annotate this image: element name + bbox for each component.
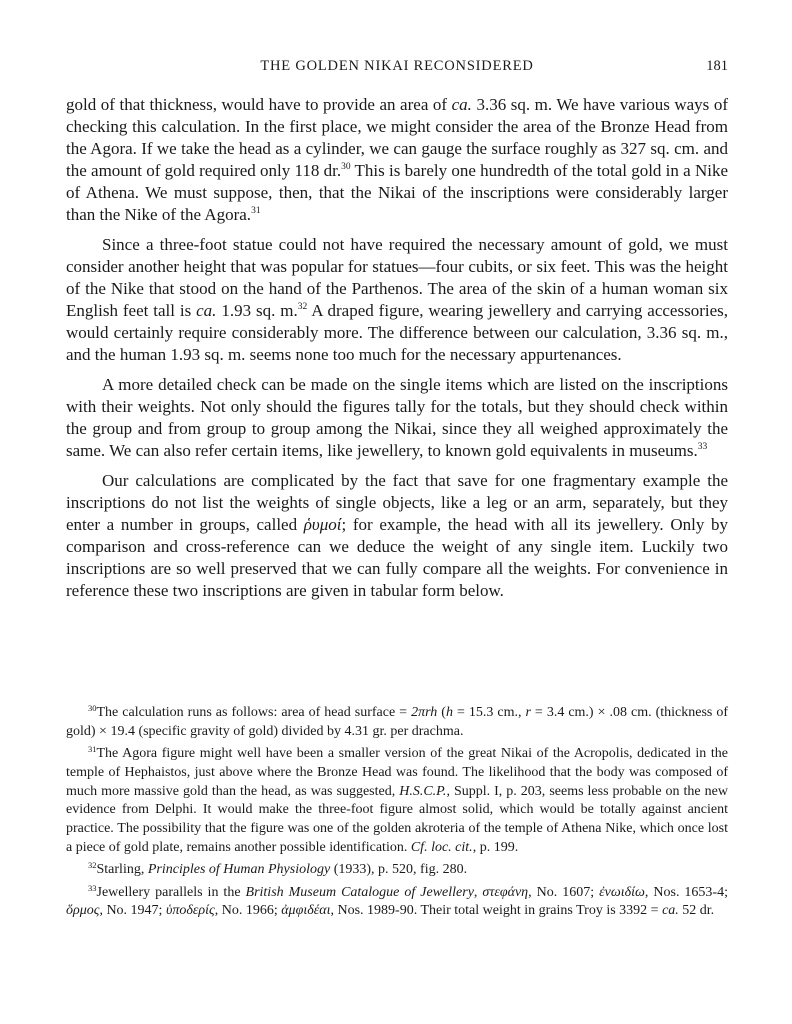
paragraph [66, 470, 728, 602]
book-title: Principles of Human Physiology [147, 862, 331, 878]
text-run: , No. 1607; [528, 884, 600, 900]
text-run: (1933), p. 520, fig. 280. [330, 862, 468, 878]
footnote-ref: 32 [297, 302, 308, 312]
paragraph [66, 234, 728, 366]
italic-text: ca. [451, 95, 472, 114]
text-run: 3.36 sq. m. We have various ways of checking this calculation. In the first place, we might consider the area of the Bronze Head from the Agora. If we take the head as a cylinder, we can gauge the surface roughly as 327 sq. cm. and the amount of gold required only 118 dr. [66, 95, 728, 180]
formula: 2πrh [411, 705, 438, 720]
footnote-31 [66, 745, 728, 858]
italic-text: ca. [196, 301, 217, 320]
italic-text: loc. cit. [431, 840, 473, 856]
text-run: Jewellery parallels in the [96, 884, 246, 900]
text-run: Since a three-foot statue could not have required the necessary amount of gold, we must consider another height that was popular for statues—four cubits, or six feet. This was the height of the Nike that stood on the hand of the Parthenos. The area of the skin of a human woman six English feet tall is [66, 235, 728, 320]
variable: h [445, 705, 453, 720]
book-title: British Museum Catalogue of Jewellery [245, 884, 474, 900]
text-run: gold of that thickness, would have to provide an area of [66, 95, 452, 114]
text-run: This is barely one hundredth of the total gold in a Nike of Athena. We must suppose, then, that the Nikai of the inscriptions were considerably larger than the Nike of the Agora. [66, 161, 728, 224]
journal-abbrev: H.S.C.P. [399, 783, 447, 799]
footnote-30 [66, 704, 728, 742]
text-run: ; for example, the head with all its jewellery. Only by comparison and cross-reference can we deduce the weight of any single item. Luckily two inscriptions are so well preserved that we can fully compare all the weights. For convenience in reference these two inscriptions are given in tabular form below. [66, 515, 728, 600]
footnotes [66, 704, 728, 925]
text-run: The calculation runs as follows: area of head surface = [96, 705, 412, 720]
paragraph [66, 94, 728, 226]
footnote-ref: 31 [251, 206, 261, 216]
footnote-32 [66, 861, 728, 880]
footnote-number: 32 [88, 860, 97, 871]
running-header [66, 58, 728, 80]
variable: r [525, 705, 531, 720]
greek-term: ὅρμος [66, 903, 100, 919]
text-run: 1.93 sq. m. [216, 301, 298, 320]
text-run: ( [437, 705, 446, 720]
text-run: A draped figure, wearing jewellery and carrying accessories, would certainly require considerably more. The difference between our calculation, 3.36 sq. m., and the human 1.93 sq. m. seems none too much for the necessary appurtenances. [66, 301, 728, 364]
footnote-number: 33 [88, 882, 97, 893]
text-run: , Suppl. I, p. 203, seems less probable on the new evidence from Delphi. It would make the three-foot figure almost solid, which would be totally against ancient practice. The possibility that the figure was one of the golden akroteria of the temple of Athena Nike, which once lost a piece of gold plate, remains another possible identification. [66, 783, 728, 856]
text-run: A more detailed check can be made on the single items which are listed on the inscriptions with their weights. Not only should the figures tally for the totals, but they should check within the group and from group to group among the Nikai, since they all weighed approximately the same. We can also refer certain items, like jewellery, to known gold equivalents in museums. [66, 375, 728, 460]
text-run: 52 dr. [678, 903, 715, 919]
page [66, 58, 728, 610]
text-run: , No. 1947; [99, 903, 166, 919]
greek-term: ῥυμοί [303, 515, 342, 534]
text-run: , No. 1966; [214, 903, 282, 919]
text-run: Starling, [96, 862, 148, 878]
footnote-number: 30 [88, 703, 97, 713]
footnote-ref: 33 [697, 442, 708, 452]
text-run: , p. 199. [472, 840, 519, 856]
text-run: Our calculations are complicated by the fact that save for one fragmentary example the inscriptions do not list the weights of single objects, like a leg or an arm, separately, but they enter a number in groups, called [66, 471, 728, 534]
text-run: = 3.4 cm.) × .08 cm. (thickness of gold) × 19.4 (specific gravity of gold) divided by 4.31 gr. per drachma. [66, 705, 729, 739]
body-text [66, 94, 728, 602]
running-title: THE GOLDEN NIKAI RECONSIDERED [260, 58, 534, 74]
footnote-ref: 30 [341, 162, 351, 172]
greek-term: ἀμφιδέαι [281, 903, 331, 919]
footnote-33 [66, 884, 728, 922]
page-number: 181 [706, 58, 728, 74]
text-run: , Nos. 1989-90. Their total weight in grains Troy is 3392 = [330, 903, 663, 919]
text-run: , Nos. 1653-4; [644, 884, 728, 900]
text-run: , [473, 884, 483, 900]
italic-text: ca. [662, 903, 679, 919]
greek-term: ἐνωιδίω [599, 884, 645, 900]
greek-term: ὑποδερίς [165, 903, 215, 919]
footnote-number: 31 [88, 744, 97, 755]
text-run: = 15.3 cm., [452, 705, 526, 720]
paragraph [66, 374, 728, 462]
italic-text: Cf. [410, 840, 428, 856]
greek-term: στεφάνη [482, 884, 529, 900]
text-run: The Agora figure might well have been a smaller version of the great Nikai of the Acropolis, dedicated in the temple of Hephaistos, just above where the Bronze Head was found. The likelihood that the body was composed of much more massive gold than the head, as was suggested, [66, 746, 728, 799]
